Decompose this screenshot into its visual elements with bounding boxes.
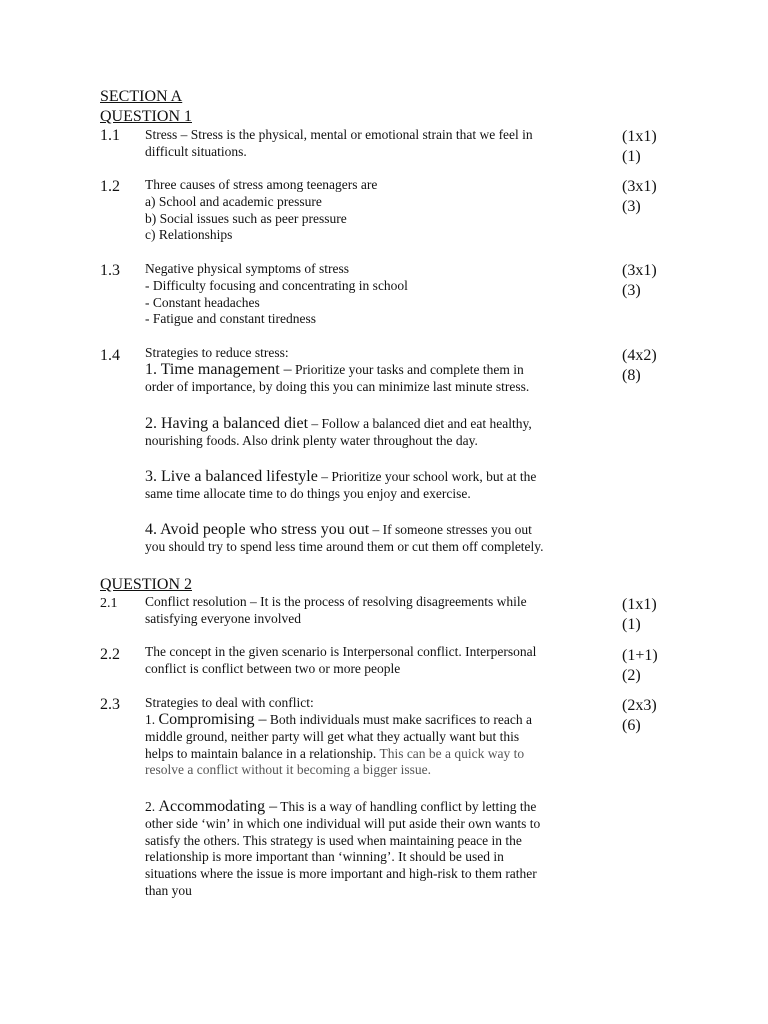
strategy-title: 2. Having a balanced diet	[145, 415, 309, 432]
answer-text	[145, 177, 615, 244]
text-line: - Constant headaches	[145, 294, 260, 310]
text-line: c) Relationships	[145, 227, 233, 243]
text-line: – Prioritize your school work, but at the	[317, 469, 537, 484]
text-line: a) School and academic pressure	[145, 193, 322, 209]
marks	[622, 261, 657, 301]
text-line: Three causes of stress among teenagers are	[145, 177, 378, 192]
text-line: satisfying everyone involved	[145, 610, 301, 626]
marks	[622, 595, 657, 635]
text-line: Prioritize your tasks and complete them in	[291, 362, 524, 377]
mark-allocation: (3x1)	[622, 262, 657, 279]
strategy-title: Accommodating –	[158, 798, 278, 815]
mark-total: (1)	[622, 148, 641, 165]
marks	[622, 346, 657, 386]
strategy-title: 1. Time management –	[145, 361, 292, 378]
text-line: Strategies to deal with conflict:	[145, 695, 314, 710]
answer-text	[145, 695, 615, 712]
answer-text	[145, 127, 615, 161]
text-line: satisfy the others. This strategy is used when maintaining peace in the	[145, 832, 522, 848]
text-line: you should try to spend less time around them or cut them off completely.	[145, 538, 544, 554]
answer-text	[145, 644, 615, 678]
text-line: – If someone stresses you out	[369, 522, 532, 537]
strategy-item	[145, 799, 615, 900]
strategy-number: 2.	[145, 799, 159, 814]
strategy-item	[145, 469, 615, 503]
item-number: 2.2	[100, 646, 120, 663]
mark-total: (2)	[622, 667, 641, 684]
section-heading: SECTION A	[100, 88, 183, 105]
text-line: middle ground, neither party will get what they actually want but this	[145, 728, 520, 744]
text-line: nourishing foods. Also drink plenty water throughout the day.	[145, 432, 478, 448]
text-line: same time allocate time to do things you enjoy and exercise.	[145, 485, 471, 501]
item-number: 1.4	[100, 347, 120, 364]
mark-allocation: (1+1)	[622, 647, 658, 664]
text-line: order of importance, by doing this you can minimize last minute stress.	[145, 378, 530, 394]
mark-allocation: (1x1)	[622, 128, 657, 145]
item-number: 1.1	[100, 127, 120, 144]
strategy-title: 3. Live a balanced lifestyle	[145, 468, 318, 485]
answer-text	[145, 345, 615, 362]
marks	[622, 696, 657, 736]
text-line: This can be a quick way to	[376, 745, 525, 761]
text-line: This is a way of handling conflict by letting the	[277, 799, 537, 814]
strategy-title: Compromising –	[158, 711, 267, 728]
text-line: The concept in the given scenario is Interpersonal conflict. Interpersonal	[145, 644, 537, 659]
mark-total: (6)	[622, 717, 641, 734]
marks	[622, 127, 657, 167]
marks	[622, 177, 657, 217]
mark-total: (8)	[622, 367, 641, 384]
mark-allocation: (2x3)	[622, 697, 657, 714]
answer-text	[145, 594, 615, 628]
strategy-item	[145, 362, 615, 396]
text-line: - Fatigue and constant tiredness	[145, 311, 316, 327]
marks	[622, 646, 658, 686]
text-line: - Difficulty focusing and concentrating in school	[145, 277, 408, 293]
strategy-item	[145, 416, 615, 450]
question-2-heading: QUESTION 2	[100, 576, 192, 593]
mark-total: (1)	[622, 616, 641, 633]
mark-total: (3)	[622, 198, 641, 215]
question-1-heading: QUESTION 1	[100, 108, 192, 125]
text-line: b) Social issues such as peer pressure	[145, 210, 347, 226]
strategy-item	[145, 712, 615, 779]
mark-allocation: (1x1)	[622, 596, 657, 613]
item-number: 2.1	[100, 596, 118, 611]
strategy-title: 4. Avoid people who stress you out	[145, 521, 370, 538]
text-line: helps to maintain balance in a relationship.	[145, 745, 377, 761]
item-number: 1.2	[100, 178, 120, 195]
strategy-item	[145, 522, 615, 556]
text-line: – Follow a balanced diet and eat healthy,	[308, 416, 532, 431]
text-line: conflict is conflict between two or more people	[145, 660, 401, 676]
text-line: Both individuals must make sacrifices to reach a	[266, 712, 532, 727]
item-number: 2.3	[100, 696, 120, 713]
text-line: difficult situations.	[145, 143, 247, 159]
mark-allocation: (4x2)	[622, 347, 657, 364]
text-line: Stress – Stress is the physical, mental or emotional strain that we feel in	[145, 127, 533, 142]
text-line: than you	[145, 882, 192, 898]
answer-text	[145, 261, 615, 328]
text-line: resolve a conflict without it becoming a bigger issue.	[145, 762, 432, 778]
mark-total: (3)	[622, 282, 641, 299]
strategy-number: 1.	[145, 712, 159, 727]
text-line: Negative physical symptoms of stress	[145, 261, 349, 276]
text-line: situations where the issue is more important and high-risk to them rather	[145, 866, 537, 882]
text-line: other side ‘win’ in which one individual will put aside their own wants to	[145, 815, 541, 831]
text-line: relationship is more important than ‘winning’. It should be used in	[145, 849, 504, 865]
text-line: Strategies to reduce stress:	[145, 345, 289, 360]
mark-allocation: (3x1)	[622, 178, 657, 195]
text-line: Conflict resolution – It is the process of resolving disagreements while	[145, 594, 527, 609]
item-number: 1.3	[100, 262, 120, 279]
